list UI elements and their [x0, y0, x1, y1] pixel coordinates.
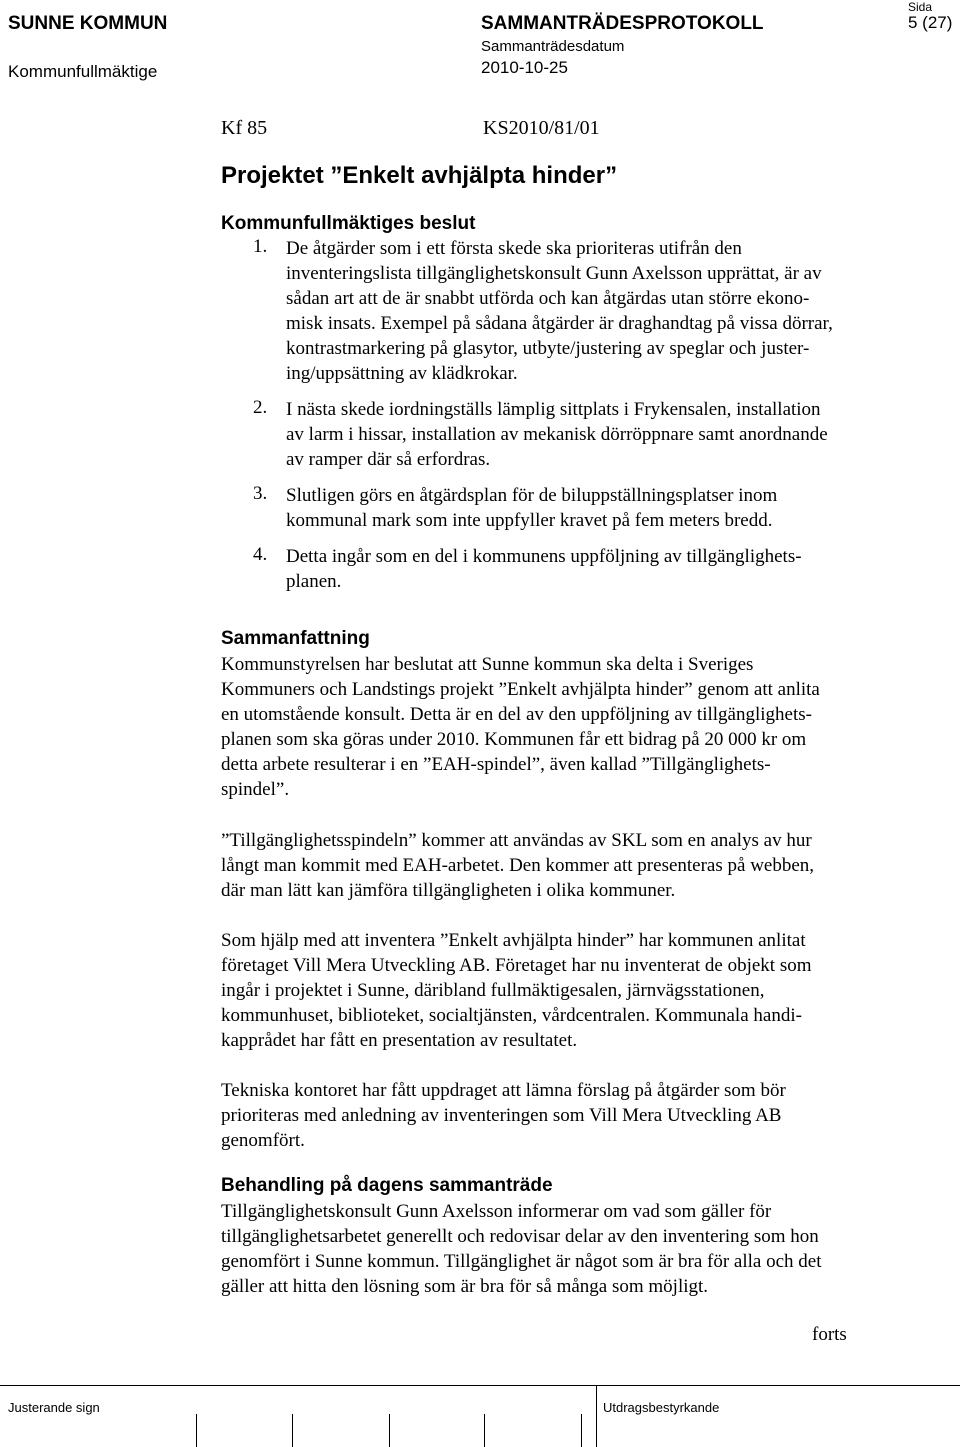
signature-box-divider — [292, 1414, 293, 1447]
case-title: Projektet ”Enkelt avhjälpta hinder” — [221, 162, 618, 189]
signature-box-divider — [196, 1414, 197, 1447]
meeting-paragraph: Tillgänglighetskonsult Gunn Axelsson informerar om vad som gäller för tillgänglighetsarbetet generellt och redovisar delar av den inventering som hon genomfört i Sunne kommun. Tillgänglighet är något som är bra för alla och det gäller att hitta den lösning som är bra för så många som möjligt. — [221, 1201, 822, 1297]
decision-item-text: I nästa skede iordningställs lämplig sittplats i Frykensalen, installation av larm i hissar, installation av mekanisk dörröppnare samt anordnande av ramper där så erfordras. — [286, 399, 828, 470]
case-paragraph: Kf 85 — [221, 117, 268, 139]
page-number: 5 (27) — [908, 13, 953, 32]
signature-box-divider — [484, 1414, 485, 1447]
summary-heading: Sammanfattning — [221, 628, 370, 649]
case-reference: KS2010/81/01 — [483, 117, 600, 139]
meeting-heading: Behandling på dagens sammanträde — [221, 1175, 553, 1196]
meeting-date: 2010-10-25 — [481, 58, 568, 77]
decision-item-number: 1. — [253, 236, 268, 257]
protocol-title: SAMMANTRÄDESPROTOKOLL — [481, 13, 764, 34]
municipality-name: SUNNE KOMMUN — [8, 13, 168, 34]
summary-paragraph: Som hjälp med att inventera ”Enkelt avhjälpta hinder” har kommunen anlitat företaget Vill Mera Utveckling AB. Företaget har nu inventerat de objekt som ingår i projektet i Sunne, däribland fullmäktigesalen, järnvägsstationen, kommunhuset, biblioteket, socialtjänsten, vårdcentralen. Kommunala handi- kapprådet har fått en presentation av resultatet. — [221, 930, 812, 1051]
body-name: Kommunfullmäktige — [8, 62, 158, 81]
decision-item-number: 3. — [253, 483, 268, 504]
decision-item-text: Detta ingår som en del i kommunens uppföljning av tillgänglighets- planen. — [286, 546, 802, 592]
decision-item-text: De åtgärder som i ett första skede ska prioriteras utifrån den inventeringslista tillgänglighetskonsult Gunn Axelsson upprättat, är av sådan art att de är snabbt utförda och kan åtgärdas utan större ekono- misk insats. Exempel på sådana åtgärder är draghandtag på vissa dörrar, kontrastmarkering på glasytor, utbyte/justering av speglar och juster- ing/uppsättning av klädkrokar. — [286, 238, 833, 384]
page-label: Sida — [908, 0, 933, 14]
signature-box-divider — [389, 1414, 390, 1447]
decision-item-number: 2. — [253, 397, 268, 418]
decision-item-number: 4. — [253, 544, 268, 565]
footer-divider — [0, 1385, 960, 1386]
continuation-note: forts — [812, 1324, 847, 1345]
decision-item-text: Slutligen görs en åtgärdsplan för de biluppställningsplatser inom kommunal mark som inte uppfyller kravet på fem meters bredd. — [286, 485, 778, 531]
sign-label: Justerande sign — [8, 1400, 100, 1415]
date-label: Sammanträdesdatum — [481, 38, 625, 55]
decision-heading: Kommunfullmäktiges beslut — [221, 213, 476, 234]
extract-label: Utdragsbestyrkande — [603, 1400, 720, 1415]
summary-paragraph: ”Tillgänglighetsspindeln” kommer att användas av SKL som en analys av hur långt man kommit med EAH-arbetet. Den kommer att presenteras på webben, där man lätt kan jämföra tillgängligheten i olika kommuner. — [221, 830, 815, 901]
signature-box-divider — [581, 1414, 582, 1447]
footer-column-divider — [596, 1386, 597, 1447]
summary-paragraph: Tekniska kontoret har fått uppdraget att lämna förslag på åtgärder som bör prioriteras med anledning av inventeringen som Vill Mera Utveckling AB genomfört. — [221, 1080, 786, 1151]
summary-paragraph: Kommunstyrelsen har beslutat att Sunne kommun ska delta i Sveriges Kommuners och Landstings projekt ”Enkelt avhjälpta hinder” genom att anlita en utomstående konsult. Detta är en del av den uppföljning av tillgänglighets- planen som ska göras under 2010. Kommunen får ett bidrag på 20 000 kr om detta arbete resulterar i en ”EAH-spindel”, även kallad ”Tillgänglighets- spindel”. — [221, 654, 820, 800]
